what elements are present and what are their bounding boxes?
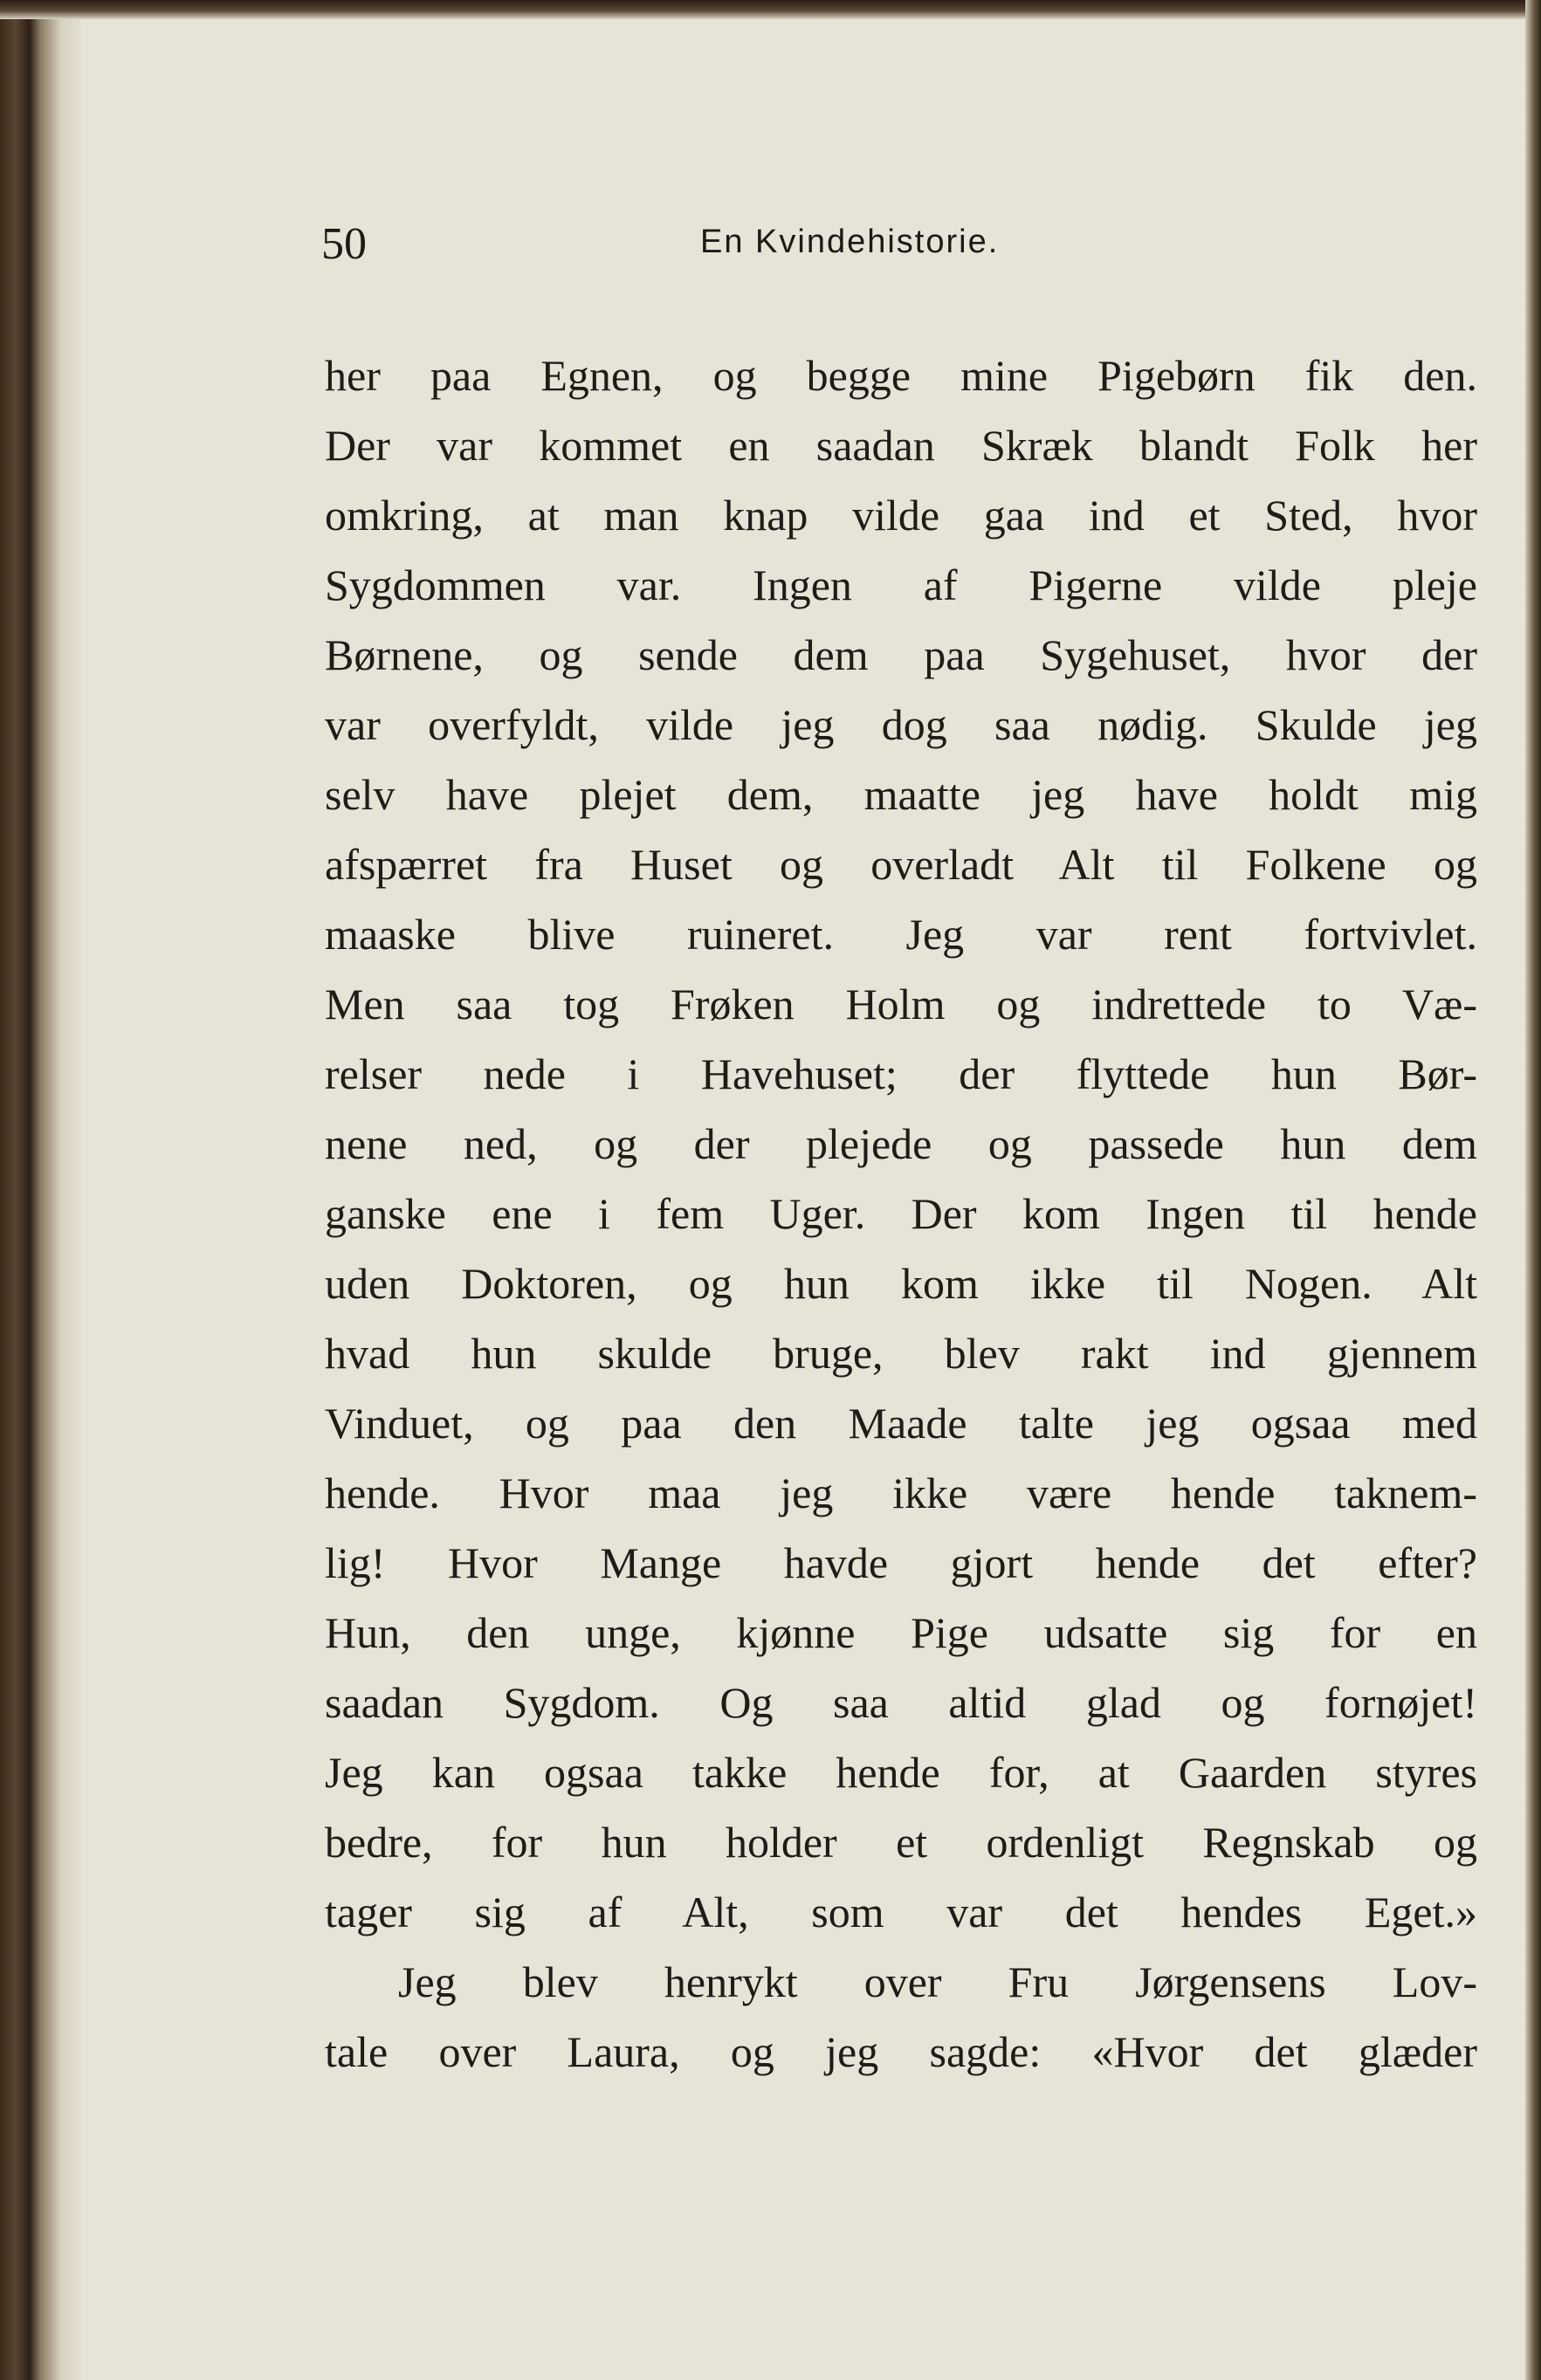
text-line: Vinduet, og paa den Maade talte jeg ogsaa med	[325, 1399, 1477, 1448]
page-top-edge	[0, 0, 1541, 19]
text-line: omkring, at man knap vilde gaa ind et Sted, hvor	[325, 491, 1477, 540]
page-right-edge	[1525, 0, 1541, 2380]
text-line: Hun, den unge, kjønne Pige udsatte sig for en	[325, 1608, 1477, 1657]
text-line: Der var kommet en saadan Skræk blandt Folk her	[325, 421, 1477, 470]
text-line: saadan Sygdom. Og saa altid glad og fornøjet!	[325, 1678, 1477, 1727]
book-page	[80, 19, 1525, 2380]
text-line: selv have plejet dem, maatte jeg have holdt mig	[325, 770, 1477, 819]
text-line: ganske ene i fem Uger. Der kom Ingen til hende	[325, 1189, 1477, 1238]
text-line: hvad hun skulde bruge, blev rakt ind gjennem	[325, 1329, 1477, 1378]
text-line: Men saa tog Frøken Holm og indrettede to Væ-	[325, 980, 1477, 1028]
text-line: relser nede i Havehuset; der flyttede hun Bør-	[325, 1049, 1477, 1098]
text-line: Børnene, og sende dem paa Sygehuset, hvor der	[325, 630, 1477, 679]
text-line: nene ned, og der plejede og passede hun dem	[325, 1119, 1477, 1168]
text-line: bedre, for hun holder et ordenligt Regnskab og	[325, 1818, 1477, 1867]
text-line: lig! Hvor Mange havde gjort hende det efter?	[325, 1538, 1477, 1587]
text-line: Jeg kan ogsaa takke hende for, at Gaarden styres	[325, 1748, 1477, 1797]
text-line: maaske blive ruineret. Jeg var rent fortvivlet.	[325, 910, 1477, 959]
text-line: hende. Hvor maa jeg ikke være hende taknem-	[325, 1469, 1477, 1517]
text-line: uden Doktoren, og hun kom ikke til Nogen. Alt	[325, 1259, 1477, 1308]
text-line: var overfyldt, vilde jeg dog saa nødig. Skulde jeg	[325, 700, 1477, 749]
body-text	[325, 340, 1477, 2087]
text-line: tager sig af Alt, som var det hendes Eget.»	[325, 1888, 1477, 1936]
text-line: tale over Laura, og jeg sagde: «Hvor det glæder	[325, 2027, 1477, 2076]
running-header	[80, 218, 1525, 279]
text-line: afspærret fra Huset og overladt Alt til Folkene og	[325, 840, 1477, 889]
running-title: En Kvindehistorie.	[700, 224, 1000, 260]
text-line: Sygdommen var. Ingen af Pigerne vilde pleje	[325, 561, 1477, 609]
page-number: 50	[321, 219, 367, 269]
text-line-indented: Jeg blev henrykt over Fru Jørgensens Lov-	[398, 1957, 1477, 2006]
text-line: her paa Egnen, og begge mine Pigebørn fik den.	[325, 351, 1477, 400]
